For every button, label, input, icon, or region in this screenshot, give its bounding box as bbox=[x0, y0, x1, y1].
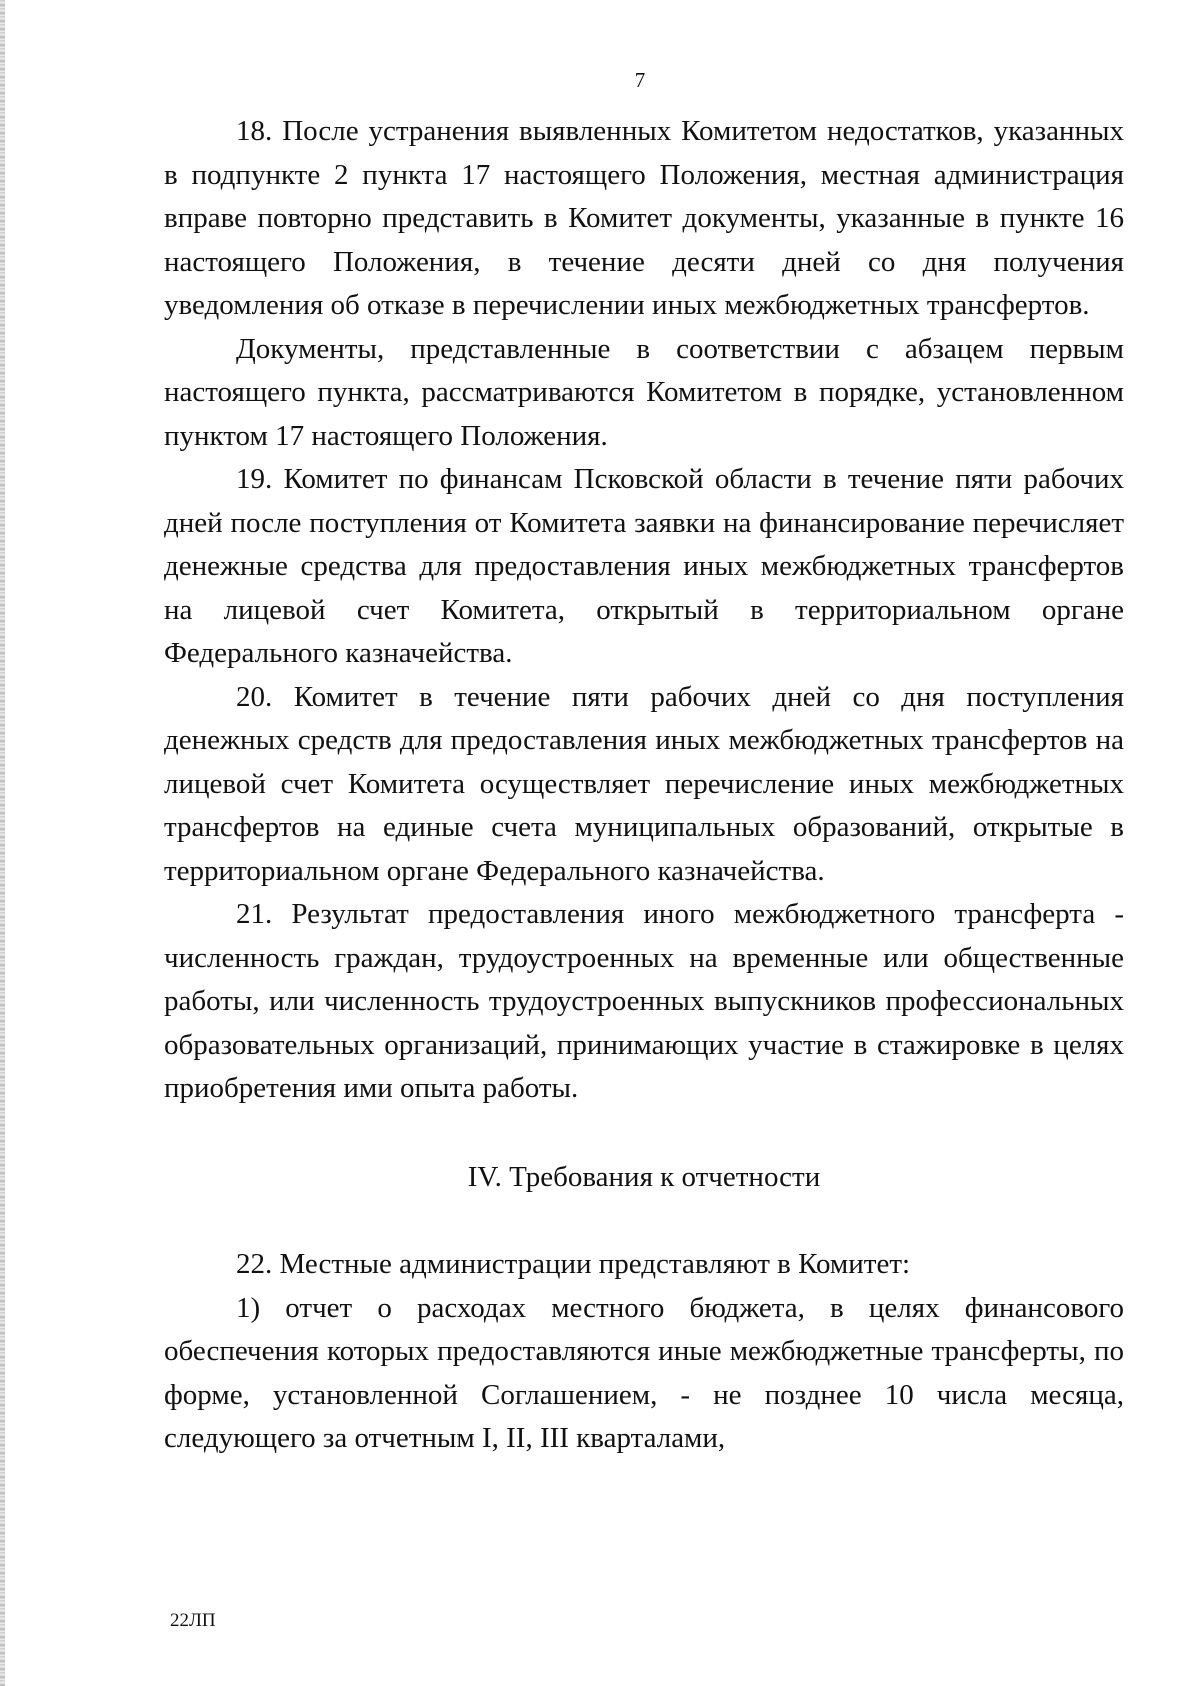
paragraph-18: 18. После устранения выявленных Комитетом недостатков, указанных в подпункте 2 пункта 17 настоящего Положения, местная администрация вправе повторно представить в Комитет документы, указанные в пункте 16 настоящего Положения, в течение десяти дней со дня получения уведомления об отказе в перечислении иных межбюджетных трансфертов. bbox=[164, 115, 1124, 321]
paragraph-19: 19. Комитет по финансам Псковской области в течение пяти рабочих дней после поступления от Комитета заявки на финансирование перечисляет денежные средства для предоставления иных межбюджетных трансфертов на лицевой счет Комитета, открытый в территориальном органе Федерального казначейства. bbox=[164, 463, 1124, 669]
page-number: 7 bbox=[634, 68, 646, 92]
section-heading: IV. Требования к отчетности bbox=[467, 1160, 821, 1193]
scan-edge bbox=[0, 0, 5, 1686]
paragraph-22-item-1: 1) отчет о расходах местного бюджета, в целях финансового обеспечения которых предоставляются иные межбюджетные трансферты, по форме, установленной Соглашением, - не позднее 10 числа месяца, следующего за отчетным I, II, III кварталами, bbox=[164, 1291, 1124, 1454]
paragraph-20: 20. Комитет в течение пяти рабочих дней со дня поступления денежных средств для предоставления иных межбюджетных трансфертов на лицевой счет Комитета осуществляет перечисление иных межбюджетных трансфертов на единые счета муниципальных образований, открытые в территориальном органе Федерального казначейства. bbox=[164, 680, 1124, 887]
paragraph-22: 22. Местные администрации представляют в Комитет: bbox=[236, 1248, 911, 1280]
document-body bbox=[164, 110, 1124, 1461]
footer-code: 22ЛП bbox=[170, 1610, 216, 1631]
paragraph-18-second: Документы, представленные в соответствии с абзацем первым настоящего пункта, рассматриваются Комитетом в порядке, установленном пунктом 17 настоящего Положения. bbox=[164, 332, 1124, 452]
paragraph-21: 21. Результат предоставления иного межбюджетного трансферта - численность граждан, трудоустроенных на временные или общественные работы, или численность трудоустроенных выпускников профессиональных образовательных организаций, принимающих участие в стажировке в целях приобретения ими опыта работы. bbox=[164, 898, 1124, 1104]
